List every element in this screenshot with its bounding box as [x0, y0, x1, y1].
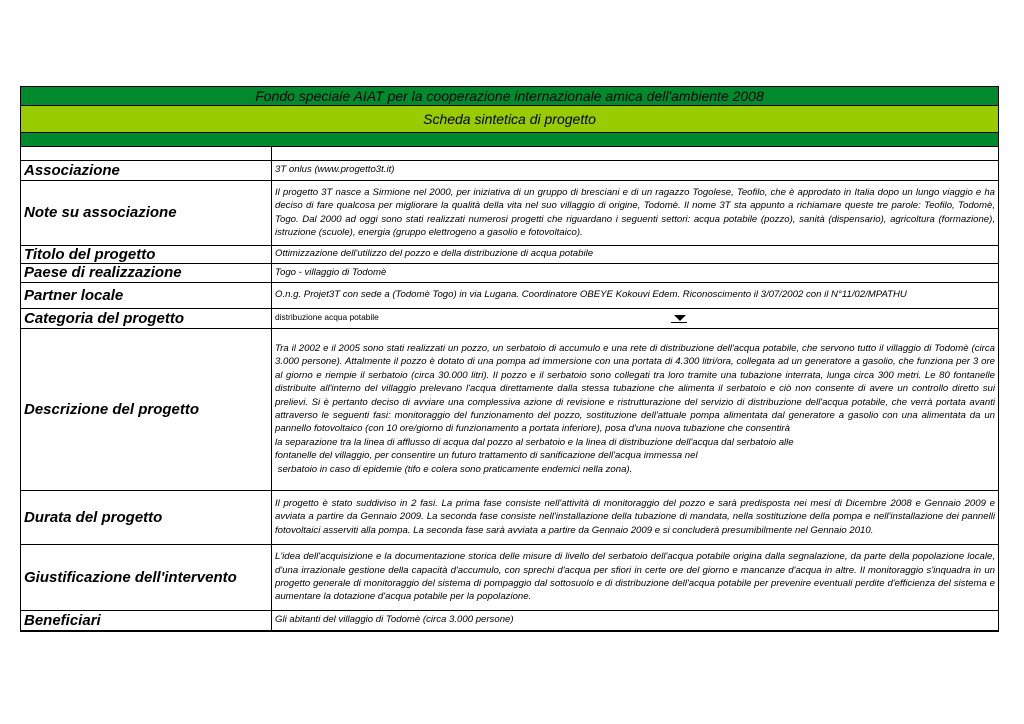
descrizione-paragraph: Tra il 2002 e il 2005 sono stati realizzati un pozzo, un serbatoio di accumulo e una rete di distribuzione dell'acqua potabile, che servono tutto il villaggio di Todomè (circa 3.000 persone). Attalmente il pozzo è dotato di una pompa ad immersione con una portata di 4.300 litri/ora, collegata ad un generatore a gasolio, che funziona per 3 ore al giorno e riempie il serbatoio (circa 30.000 litri). Il pozzo e il serbatoio sono collegati tra loro tramite una tubazione interrata, lunga circa 300 metri. Le 80 fontanelle distribuite all'interno del villaggio prelevano l'acqua direttamente dalla stessa tubazione che alimenta il serbatoio e ciò non consente di avere un controllo diretto sui prelievi. Si è pertanto deciso di avviare una complessiva azione di revisione e ristrutturazione del servizio di distribuzione dell'acqua potabile, che verrà portata avanti attraverso le seguenti fasi: monitoraggio del funzionamento del pozzo, sostituzione dell'attuale pompa alimentata dal generatore a gasolio con una alimentata da un pannello fotovoltaico (con 10 ore/giorno di funzionamento a portata inferiore), posa d'una nuova tubazione che consentirà: [275, 342, 995, 435]
value-associazione: 3T onlus (www.progetto3t.it): [272, 160, 999, 180]
project-table: [21, 147, 998, 631]
label-descrizione: Descrizione del progetto: [21, 328, 272, 490]
dropdown-underline: [671, 322, 687, 323]
row-note: [21, 180, 998, 245]
value-note: Il progetto 3T nasce a Sirmione nel 2000, per iniziativa di un gruppo di bresciani e di un ragazzo Togolese, Teofilo, che è approdato in Italia dopo un lungo viaggio e ha deciso di fare qualcosa per migliorare la qualità della vita nel suo villaggio di origine, Todomè. Il nome 3T sta appunto a richiamare queste tre parole: Teofilo, Todomè, Togo. Dal 2000 ad oggi sono stati realizzati numerosi progetti che riguardano i seguenti settori: acqua potabile (pozzo), sanità (dispensario), agricoltura (formazione), istruzione (scuole), energia (gruppo elettrogeno a gasolio e fotovoltaico).: [272, 180, 999, 245]
value-giustificazione: L'idea dell'acquisizione e la documentazione storica delle misure di livello del serbatoio dell'acqua potabile origina dalla segnalazione, da parte della popolazione locale, d'una irrazionale gestione della capacità d'accumulo, con sprechi d'acqua per sfiori in certe ore del giorno e mancanze d'acqua in altre. Il monitoraggio s'inquadra in un progetto generale di monitoraggio del sistema di pompaggio dal sottosuolo e di distribuzione dell'acqua potabile per prevenire eventuali perdite d'efficienza del sistema e aumentare la dotazione d'acqua potabile per la popolazione.: [272, 544, 999, 610]
descrizione-line-4: serbatoio in caso di epidemie (tifo e colera sono praticamente endemici nella zona).: [275, 463, 633, 475]
value-partner: O.n.g. Projet3T con sede a (Todomè Togo) in via Lugana. Coordinatore OBEYE Kokouvi Edem. Riconoscimento il 3/07/2002 con il N°11/02/MPATHU: [272, 282, 999, 308]
row-descrizione: [21, 328, 998, 490]
row-titolo: [21, 245, 998, 263]
row-paese: [21, 263, 998, 282]
row-associazione: [21, 160, 998, 180]
value-durata: Il progetto è stato suddiviso in 2 fasi. La prima fase consiste nell'attività di monitoraggio del pozzo e sarà predisposta nei mesi di Dicembre 2008 e Gennaio 2009 e avviata a partire da Gennaio 2009. La seconda fase consiste nell'installazione della tubazione di mandata, nella sostituzione della pompa e nell'installazione dei pannelli fotovoltaici asserviti alla pompa. La seconda fase sarà avviata a partire da Gennaio 2009 e si concluderà presumibilmente nel Gennaio 2010.: [272, 490, 999, 544]
label-categoria: Categoria del progetto: [21, 308, 272, 328]
label-paese: Paese di realizzazione: [21, 263, 272, 282]
empty-row: [21, 147, 998, 160]
label-giustificazione: Giustificazione dell'intervento: [21, 544, 272, 610]
label-titolo: Titolo del progetto: [21, 245, 272, 263]
categoria-select[interactable]: [272, 308, 999, 328]
label-durata: Durata del progetto: [21, 490, 272, 544]
project-sheet: [20, 86, 999, 632]
fund-title: Fondo speciale AIAT per la cooperazione internazionale amica dell'ambiente 2008: [255, 88, 764, 104]
row-categoria: [21, 308, 998, 328]
spacer-band: [21, 133, 998, 147]
value-descrizione: [272, 328, 999, 490]
label-beneficiari: Beneficiari: [21, 610, 272, 630]
label-associazione: Associazione: [21, 160, 272, 180]
value-titolo: Ottimizzazione dell'utilizzo del pozzo e della distribuzione di acqua potabile: [272, 245, 999, 263]
label-note: Note su associazione: [21, 180, 272, 245]
label-partner: Partner locale: [21, 282, 272, 308]
descrizione-line-2: la separazione tra la linea di afflusso di acqua dal pozzo al serbatoio e la linea di distribuzione dell'acqua dal serbatoio alle: [275, 436, 794, 448]
value-beneficiari: Gli abitanti del villaggio di Todomè (circa 3.000 persone): [272, 610, 999, 630]
empty-value-cell: [272, 147, 999, 160]
dropdown-arrow-icon[interactable]: [674, 315, 686, 321]
categoria-selected-value: distribuzione acqua potabile: [275, 312, 379, 323]
row-partner: [21, 282, 998, 308]
descrizione-line-3: fontanelle del villaggio, per consentire un futuro trattamento di sanificazione dell'acqua immessa nel: [275, 450, 698, 462]
sheet-subtitle-band: [21, 106, 998, 133]
sheet-subtitle: Scheda sintetica di progetto: [423, 111, 596, 127]
value-paese: Togo - villaggio di Todomè: [272, 263, 999, 282]
row-durata: [21, 490, 998, 544]
fund-title-band: [21, 87, 998, 106]
row-beneficiari: [21, 610, 998, 630]
row-giustificazione: [21, 544, 998, 610]
empty-label-cell: [21, 147, 272, 160]
